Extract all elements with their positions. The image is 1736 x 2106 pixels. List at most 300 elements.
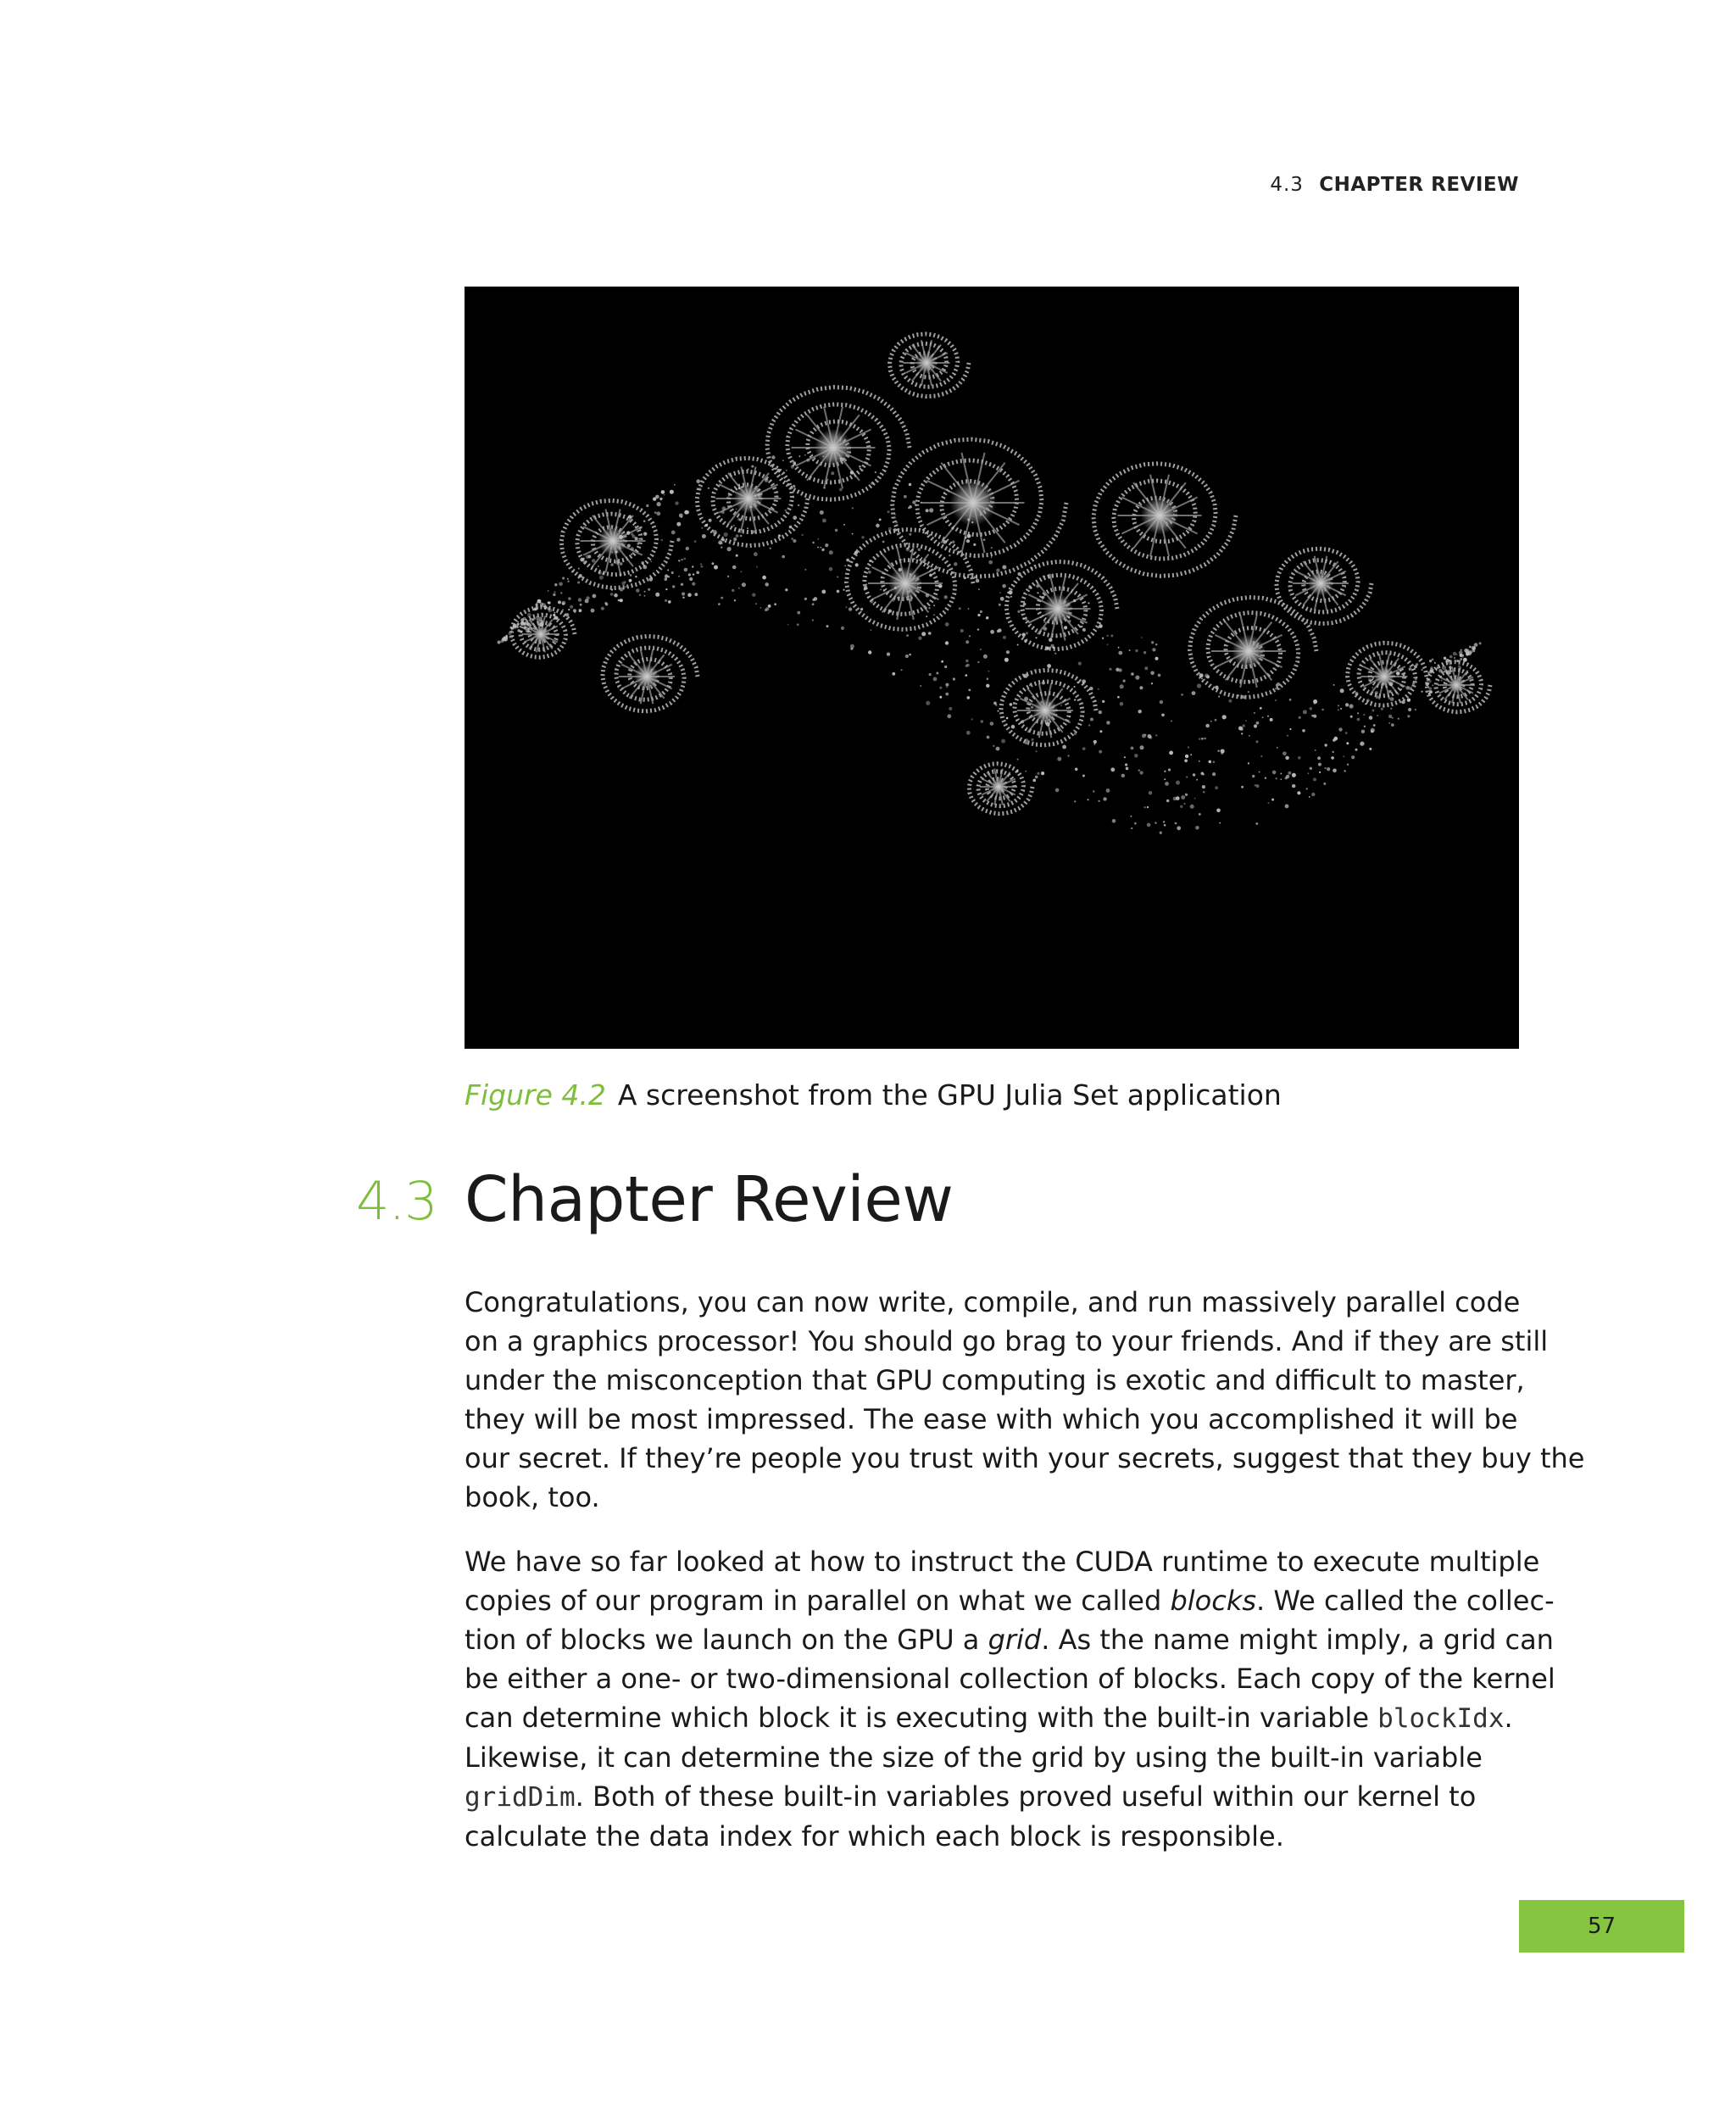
fractal-speckle: [1260, 755, 1262, 757]
fractal-speckle: [1436, 666, 1438, 669]
fractal-speckle: [1458, 665, 1461, 667]
fractal-speckle: [1414, 665, 1417, 668]
fractal-speckle: [698, 488, 702, 491]
fractal-speckle: [713, 530, 717, 534]
fractal-speckle: [1036, 637, 1038, 638]
fractal-speckle: [1277, 747, 1278, 749]
fractal-speckle: [908, 507, 910, 510]
fractal-speckle: [1008, 590, 1012, 594]
fractal-speckle: [620, 588, 624, 592]
fractal-speckle: [1449, 661, 1452, 665]
fractal-speckle: [514, 627, 516, 630]
fractal-speckle: [1106, 788, 1110, 793]
fractal-speckle: [1334, 737, 1338, 741]
fractal-speckle: [1048, 574, 1052, 578]
fractal-speckle: [904, 495, 907, 499]
fractal-speckle: [736, 508, 737, 510]
fractal-speckle: [981, 720, 983, 722]
fractal-speckle: [1453, 652, 1457, 656]
paragraph-line: Congratulations, you can now write, compile, and run massively parallel code: [465, 1286, 1521, 1318]
fractal-speckle: [1343, 755, 1344, 757]
fractal-speckle: [722, 506, 726, 510]
fractal-speckle: [899, 568, 902, 571]
fractal-speckle: [1268, 802, 1270, 804]
fractal-speckle: [906, 634, 909, 637]
fractal-speckle: [821, 590, 826, 594]
fractal-speckle: [1197, 683, 1201, 688]
fractal-speckle: [765, 607, 769, 610]
fractal-speckle: [1347, 764, 1349, 766]
fractal-speckle: [1449, 666, 1451, 668]
fractal-speckle: [964, 577, 966, 579]
fractal-speckle: [1275, 688, 1277, 690]
fractal-speckle: [628, 515, 632, 518]
fractal-speckle: [752, 593, 755, 597]
text-run: . Both of these built-in variables proved useful within our kernel to: [575, 1780, 1477, 1813]
fractal-speckle: [782, 460, 784, 461]
fractal-speckle: [506, 635, 508, 637]
fractal-speckle: [1372, 687, 1373, 688]
fractal-speckle: [1454, 658, 1455, 660]
fractal-speckle: [684, 558, 687, 560]
fractal-speckle: [1186, 776, 1188, 777]
fractal-speckle: [1333, 684, 1335, 686]
fractal-speckle: [1463, 658, 1467, 662]
fractal-speckle: [1469, 650, 1472, 654]
fractal-speckle: [894, 587, 897, 589]
fractal-speckle: [1412, 682, 1415, 685]
fractal-speckle: [1375, 695, 1378, 699]
fractal-speckle: [510, 636, 513, 638]
fractal-core: [1141, 497, 1179, 535]
fractal-speckle: [655, 593, 659, 597]
fractal-speckle: [1429, 670, 1433, 673]
fractal-speckle: [1215, 719, 1217, 722]
fractal-speckle: [626, 531, 630, 534]
fractal-speckle: [560, 592, 562, 593]
fractal-speckle: [635, 526, 637, 527]
fractal-speckle: [993, 745, 994, 747]
fractal-speckle: [1323, 783, 1326, 785]
fractal-speckle: [974, 576, 976, 578]
fractal-core: [1448, 677, 1465, 694]
fractal-speckle: [1429, 660, 1432, 662]
fractal-speckle: [1053, 646, 1055, 649]
fractal-speckle: [1068, 616, 1071, 618]
fractal-speckle: [1409, 687, 1412, 690]
fractal-core: [916, 353, 938, 374]
fractal-speckle: [636, 588, 640, 593]
fractal-speckle: [829, 550, 833, 554]
fractal-speckle: [659, 498, 662, 500]
fractal-speckle: [875, 471, 876, 473]
fractal-speckle: [1138, 769, 1140, 772]
fractal-speckle: [798, 504, 799, 506]
fractal-speckle: [1017, 572, 1021, 576]
fractal-speckle: [1426, 682, 1429, 686]
fractal-speckle: [965, 665, 968, 667]
fractal-speckle: [1190, 662, 1192, 664]
fractal-speckle: [539, 622, 543, 627]
fractal-speckle: [959, 607, 961, 610]
fractal-speckle: [1028, 586, 1032, 589]
fractal-speckle: [1090, 718, 1093, 722]
fractal-speckle: [1440, 676, 1442, 677]
fractal-speckle: [824, 488, 826, 489]
fractal-speckle: [681, 559, 682, 560]
fractal-speckle: [1201, 772, 1205, 776]
paragraph-line: book, too.: [465, 1481, 600, 1513]
fractal-speckle: [1131, 827, 1132, 829]
fractal-speckle: [1429, 680, 1432, 682]
fractal-speckle: [1249, 735, 1250, 737]
fractal-speckle: [733, 538, 737, 541]
fractal-speckle: [641, 561, 644, 565]
fractal-speckle: [593, 594, 597, 599]
fractal-speckle: [1327, 767, 1330, 771]
fractal-speckle: [1151, 682, 1153, 684]
fractal-speckle: [1168, 768, 1171, 771]
fractal-speckle: [928, 632, 932, 635]
fractal-speckle: [661, 539, 663, 541]
fractal-speckle: [909, 533, 911, 536]
fractal-speckle: [733, 525, 735, 526]
fractal-speckle: [1256, 722, 1260, 725]
fractal-speckle: [1043, 621, 1046, 623]
fractal-speckle: [1373, 724, 1376, 727]
fractal-speckle: [965, 674, 968, 677]
fractal-speckle: [1025, 771, 1027, 772]
fractal-speckle: [547, 625, 548, 627]
fractal-core: [1308, 571, 1333, 596]
fractal-speckle: [625, 586, 626, 588]
fractal-speckle: [1181, 694, 1183, 696]
fractal-speckle: [1140, 745, 1144, 749]
fractal-speckle: [572, 571, 574, 572]
fractal-speckle: [987, 677, 989, 680]
fractal-speckle: [788, 484, 790, 486]
fractal-speckle: [688, 573, 691, 576]
fractal-speckle: [1074, 686, 1076, 688]
fractal-speckle: [980, 649, 982, 650]
fractal-speckle: [728, 494, 731, 497]
fractal-speckle: [981, 576, 982, 577]
running-head: [1270, 174, 1519, 196]
fractal-speckle: [1249, 681, 1251, 683]
fractal-speckle: [1010, 596, 1012, 598]
fractal-speckle: [868, 650, 871, 654]
fractal-speckle: [990, 722, 994, 726]
fractal-speckle: [1155, 644, 1157, 645]
fractal-speckle: [1130, 816, 1132, 817]
fractal-speckle: [1409, 667, 1412, 671]
fractal-speckle: [1093, 790, 1094, 792]
fractal-speckle: [1256, 784, 1260, 788]
fractal-speckle: [1037, 772, 1039, 775]
fractal-speckle: [592, 559, 595, 562]
fractal-speckle: [1099, 730, 1102, 733]
fractal-speckle: [1022, 633, 1026, 637]
fractal-speckle: [757, 494, 760, 497]
fractal-speckle: [1155, 822, 1156, 824]
fractal-speckle: [732, 589, 734, 592]
fractal-speckle: [554, 583, 557, 586]
fractal-speckle: [508, 632, 511, 635]
fractal-speckle: [1160, 832, 1162, 834]
figure-caption: [465, 1078, 1282, 1112]
fractal-speckle: [929, 574, 932, 577]
fractal-speckle: [941, 660, 943, 663]
fractal-speckle: [1155, 657, 1159, 660]
fractal-speckle: [567, 578, 569, 580]
fractal-speckle: [1062, 745, 1066, 749]
fractal-speckle: [1255, 822, 1258, 825]
fractal-speckle: [708, 488, 709, 489]
fractal-speckle: [657, 502, 661, 506]
fractal-speckle: [527, 613, 531, 617]
fractal-speckle: [738, 488, 741, 490]
fractal-speckle: [988, 671, 990, 672]
fractal-speckle: [627, 544, 631, 548]
fractal-speckle: [1163, 821, 1165, 822]
fractal-speckle: [671, 531, 676, 535]
fractal-speckle: [696, 571, 699, 575]
fractal-speckle: [881, 623, 882, 625]
fractal-speckle: [1060, 705, 1062, 706]
fractal-speckle: [1461, 655, 1464, 658]
fractal-speckle: [949, 707, 952, 710]
fractal-core: [950, 480, 997, 526]
fractal-speckle: [554, 612, 555, 614]
fractal-speckle: [701, 527, 703, 529]
fractal-speckle: [826, 479, 828, 481]
fractal-speckle: [1238, 727, 1243, 731]
fractal-speckle: [926, 509, 929, 512]
fractal-speckle: [1357, 718, 1360, 722]
fractal-speckle: [1054, 653, 1056, 655]
fractal-speckle: [835, 529, 838, 532]
fractal-speckle: [1054, 617, 1058, 621]
fractal-speckle: [1311, 793, 1315, 796]
fractal-speckle: [846, 606, 848, 608]
fractal-speckle: [631, 554, 632, 555]
fractal-speckle: [871, 629, 872, 631]
fractal-speckle: [718, 603, 721, 605]
fractal-speckle: [939, 687, 942, 689]
fractal-speckle: [1308, 772, 1310, 774]
julia-set-fractal-icon: [465, 287, 1519, 1049]
fractal-speckle: [976, 579, 980, 583]
fractal-speckle: [1190, 754, 1192, 755]
fractal-speckle: [554, 616, 558, 620]
fractal-speckle: [1112, 819, 1116, 823]
fractal-speckle: [1315, 749, 1316, 751]
fractal-speckle: [868, 571, 871, 574]
fractal-speckle: [945, 622, 949, 627]
fractal-speckle: [1340, 708, 1342, 710]
fractal-speckle: [837, 590, 840, 593]
fractal-speckle: [1099, 750, 1102, 754]
fractal-speckle: [1366, 699, 1370, 702]
fractal-speckle: [793, 461, 796, 465]
fractal-speckle: [793, 485, 795, 488]
fractal-speckle: [996, 747, 1000, 751]
fractal-speckle: [1206, 675, 1210, 678]
fractal-speckle: [1199, 760, 1200, 762]
fractal-speckle: [928, 607, 930, 609]
fractal-speckle: [1205, 724, 1210, 728]
fractal-speckle: [1055, 788, 1060, 793]
fractal-speckle: [837, 577, 838, 578]
fractal-speckle: [1078, 662, 1082, 666]
fractal-speckle: [722, 538, 725, 541]
fractal-speckle: [765, 478, 769, 482]
fractal-speckle: [1221, 752, 1223, 755]
fractal-speckle: [727, 505, 729, 507]
section-number: 4.3: [356, 1170, 437, 1232]
fractal-speckle: [611, 551, 613, 553]
fractal-speckle: [1368, 678, 1372, 682]
fractal-speckle: [983, 538, 986, 541]
fractal-speckle: [1199, 738, 1201, 740]
fractal-speckle: [533, 627, 537, 630]
fractal-speckle: [528, 629, 530, 631]
fractal-speckle: [1344, 770, 1346, 772]
fractal-speckle: [933, 604, 935, 606]
text-run: We have so far looked at how to instruct the CUDA runtime to execute multiple: [465, 1546, 1540, 1578]
fractal-speckle: [1023, 674, 1027, 678]
fractal-speckle: [952, 541, 954, 543]
fractal-speckle: [524, 627, 527, 630]
fractal-speckle: [498, 640, 501, 644]
fractal-core: [1232, 634, 1266, 668]
fractal-speckle: [954, 562, 957, 566]
fractal-speckle: [804, 569, 806, 571]
fractal-speckle: [1049, 638, 1053, 643]
fractal-speckle: [654, 511, 657, 514]
fractal-core: [634, 664, 659, 689]
fractal-speckle: [965, 537, 967, 539]
fractal-speckle: [609, 557, 610, 559]
fractal-speckle: [1202, 785, 1205, 788]
fractal-speckle: [1474, 643, 1478, 647]
fractal-speckle: [752, 530, 755, 533]
fractal-speckle: [1371, 701, 1372, 703]
fractal-speckle: [644, 595, 646, 597]
fractal-speckle: [537, 602, 538, 604]
fractal-speckle: [1147, 823, 1151, 827]
fractal-speckle: [610, 547, 612, 549]
fractal-speckle: [1017, 644, 1019, 646]
fractal-speckle: [1181, 795, 1185, 800]
fractal-speckle: [823, 456, 825, 458]
fractal-speckle: [841, 627, 844, 630]
fractal-speckle: [1241, 733, 1243, 734]
fractal-speckle: [1472, 649, 1475, 652]
fractal-speckle: [1147, 806, 1149, 808]
paragraph-line: [465, 1659, 1555, 1698]
fractal-speckle: [1364, 726, 1366, 727]
fractal-speckle: [1177, 826, 1181, 830]
fractal-speckle: [562, 577, 565, 580]
fractal-speckle: [667, 569, 669, 571]
fractal-speckle: [785, 510, 787, 511]
fractal-speckle: [1144, 806, 1146, 808]
fractal-speckle: [1298, 756, 1301, 760]
fractal-speckle: [1015, 770, 1018, 772]
fractal-speckle: [1204, 738, 1206, 740]
fractal-speckle: [558, 600, 561, 604]
fractal-speckle: [709, 519, 712, 522]
fractal-speckle: [920, 685, 921, 687]
fractal-speckle: [894, 514, 896, 515]
fractal-speckle: [1164, 778, 1166, 780]
fractal-speckle: [1248, 762, 1249, 764]
fractal-speckle: [692, 566, 693, 567]
fractal-speckle: [1160, 700, 1163, 704]
fractal-speckle: [748, 469, 749, 471]
fractal-speckle: [568, 609, 570, 610]
fractal-speckle: [1252, 775, 1255, 777]
fractal-speckle: [926, 701, 930, 705]
fractal-speckle: [517, 623, 520, 626]
fractal-speckle: [1345, 732, 1348, 734]
fractal-speckle: [732, 566, 737, 570]
fractal-speckle: [1297, 791, 1300, 794]
fractal-speckle: [1140, 771, 1143, 774]
fractal-speckle: [1025, 738, 1029, 743]
fractal-speckle: [1325, 744, 1327, 746]
fractal-speckle: [906, 548, 910, 552]
fractal-speckle: [511, 627, 514, 630]
fractal-speckle: [969, 635, 971, 637]
fractal-speckle: [797, 623, 799, 626]
fractal-speckle: [1430, 666, 1433, 669]
fractal-speckle: [910, 578, 913, 581]
fractal-speckle: [914, 558, 915, 560]
section-title: Chapter Review: [465, 1163, 954, 1236]
fractal-speckle: [1280, 778, 1282, 780]
fractal-speckle: [591, 609, 595, 613]
fractal-speckle: [1271, 799, 1274, 801]
fractal-speckle: [1011, 725, 1015, 729]
fractal-speckle: [831, 471, 834, 475]
fractal-speckle: [1292, 773, 1296, 777]
fractal-speckle: [804, 598, 807, 600]
fractal-speckle: [643, 520, 646, 522]
fractal-speckle: [829, 567, 833, 571]
fractal-speckle: [711, 562, 714, 565]
fractal-speckle: [1382, 682, 1385, 686]
fractal-speckle: [888, 531, 890, 532]
fractal-speckle: [577, 582, 580, 584]
fractal-speckle: [1331, 756, 1334, 760]
fractal-speckle: [637, 543, 639, 545]
fractal-speckle: [740, 535, 743, 538]
fractal-speckle: [967, 534, 971, 538]
text-run: can determine which block it is executing with the built-in variable: [465, 1702, 1378, 1734]
fractal-speckle: [714, 566, 718, 570]
fractal-speckle: [850, 644, 854, 649]
fractal-speckle: [1123, 680, 1126, 682]
fractal-speckle: [751, 465, 754, 468]
fractal-speckle: [1151, 641, 1154, 644]
fractal-speckle: [1256, 740, 1259, 743]
fractal-speckle: [1421, 691, 1422, 693]
fractal-speckle: [1279, 688, 1281, 690]
fractal-speckle: [1107, 644, 1109, 645]
fractal-speckle: [1024, 697, 1028, 701]
